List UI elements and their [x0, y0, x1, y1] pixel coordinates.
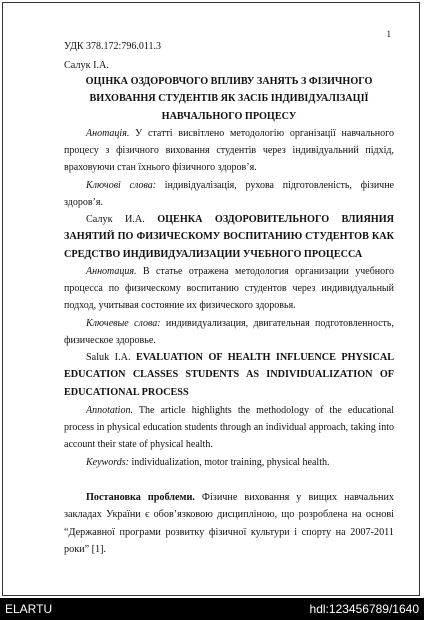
body-heading: Постановка проблеми.: [86, 492, 195, 503]
ua-annotation-label: Анотація.: [86, 128, 130, 139]
en-annotation-text: The article highlights the methodology of the educational process in physical education students through an individual approach, taking into account their state of physical health.: [64, 405, 394, 451]
document-page: [2, 2, 420, 596]
ua-title: ОЦІНКА ОЗДОРОВЧОГО ВПЛИВУ ЗАНЯТЬ З ФІЗИЧНОГО ВИХОВАННЯ СТУДЕНТІВ ЯК ЗАСІБ ІНДИВІДУАЛІЗАЦІЇ НАВЧАЛЬНОГО ПРОЦЕСУ: [85, 76, 373, 122]
ru-annotation-text: В статье отражена методология организации учебного процесса по физическому воспитанию студентов через индивидуальный подход, учитывая состояние их физического здоровья.: [64, 266, 394, 312]
body-paragraph: [64, 489, 394, 558]
ru-annotation-label: Аннотация.: [86, 266, 137, 277]
footer-bar: [0, 598, 424, 620]
en-keywords-text: individualization, motor training, physical health.: [128, 457, 330, 468]
ru-heading: [64, 211, 394, 263]
en-annotation: [64, 402, 394, 454]
footer-handle: hdl:123456789/1640: [309, 602, 419, 616]
ua-keywords: [64, 177, 394, 211]
ua-annotation: [64, 125, 394, 177]
ua-author: Салук І.А.: [64, 60, 109, 71]
en-author: Saluk I.A.: [86, 352, 131, 363]
ru-title: ОЦЕНКА ОЗДОРОВИТЕЛЬНОГО ВЛИЯНИЯ ЗАНЯТИЙ ПО ФИЗИЧЕСКОМУ ВОСПИТАНИЮ СТУДЕНТОВ КАК СРЕДСТВО ИНДИВИДУАЛИЗАЦИИ УЧЕБНОГО ПРОЦЕССА: [64, 214, 395, 260]
en-heading: [64, 349, 394, 401]
en-annotation-label: Annotation.: [86, 405, 133, 416]
body-text: Фізичне виховання у вищих навчальних закладах України є обов’язковою дисципліною, що розроблена на основі “Державної програми розвитку фізичної культури і спорту на 2007-2011 роки” [1].: [64, 492, 394, 555]
ru-annotation: [64, 263, 394, 315]
ua-annotation-text: У статті висвітлено методологію організації навчального процесу з фізичного виховання студентів через індивідуальний підхід, враховуючи стан їхнього фізичного здоров’я.: [64, 128, 394, 174]
en-keywords-label: Keywords:: [86, 457, 129, 468]
ua-keywords-label: Ключові слова:: [86, 180, 157, 191]
page-number: 1: [386, 29, 391, 39]
en-keywords: [64, 454, 394, 471]
ru-keywords-text: индивидуализация, двигательная подготовленность, физическое здоровье.: [64, 318, 394, 347]
en-title: EVALUATION OF HEALTH INFLUENCE PHYSICAL EDUCATION CLASSES STUDENTS AS INDIVIDUALIZATION OF EDUCATIONAL PROCESS: [64, 352, 394, 398]
footer-source: ELARTU: [5, 602, 53, 616]
ru-keywords: [64, 315, 394, 349]
udc-code: УДК 378.172:796.011.3: [64, 41, 161, 52]
ua-keywords-text: індивідуалізація, рухова підготовленість, фізичне здоров’я.: [64, 180, 394, 209]
ru-author: Салук И.А.: [86, 214, 145, 225]
ru-keywords-label: Ключевые слова:: [86, 318, 161, 329]
